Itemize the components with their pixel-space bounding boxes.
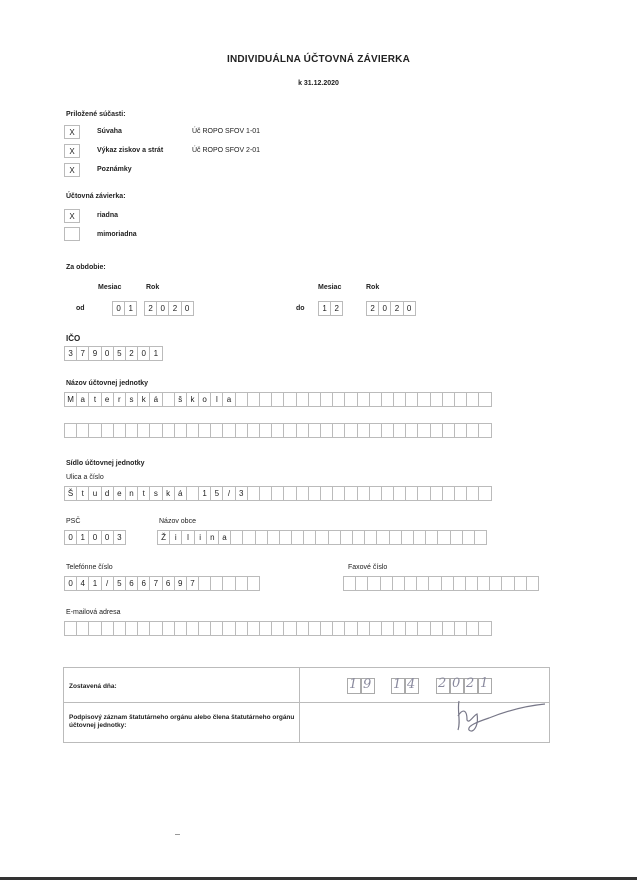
code-suvaha: Úč ROPO SFOV 1-01 bbox=[192, 128, 261, 135]
char-cell: t bbox=[76, 486, 89, 501]
fax-field[interactable] bbox=[343, 576, 539, 591]
char-cell: e bbox=[101, 392, 114, 407]
sign-label: Podpisový záznam štatutárneho orgánu alebo člena štatutárneho orgánu účtovnej jednotky: bbox=[69, 714, 295, 729]
char-cell: / bbox=[222, 486, 235, 501]
char-cell: 2 bbox=[366, 301, 379, 316]
city-label: Názov obce bbox=[159, 518, 196, 525]
compiled-day-1: 1 bbox=[349, 677, 358, 692]
char-cell: r bbox=[113, 392, 126, 407]
char-cell bbox=[478, 423, 491, 438]
entity-name-label: Názov účtovnej jednotky bbox=[66, 380, 149, 387]
char-cell bbox=[478, 486, 491, 501]
char-cell: 6 bbox=[137, 576, 150, 591]
entity-name-row-1[interactable] bbox=[64, 392, 492, 407]
char-cell: 7 bbox=[76, 346, 89, 361]
char-cell: 2 bbox=[330, 301, 343, 316]
char-cell bbox=[526, 576, 539, 591]
from-month-label: Mesiac bbox=[98, 284, 122, 291]
psc-field[interactable] bbox=[64, 530, 126, 545]
char-cell: 0 bbox=[378, 301, 391, 316]
char-cell: 5 bbox=[113, 576, 126, 591]
code-vykaz: Úč ROPO SFOV 2-01 bbox=[192, 147, 261, 154]
char-cell: 0 bbox=[156, 301, 169, 316]
street-label: Ulica a číslo bbox=[66, 474, 104, 481]
signature-table bbox=[63, 667, 550, 743]
char-cell: o bbox=[198, 392, 211, 407]
char-cell: l bbox=[210, 392, 223, 407]
compiled-month-2: 4 bbox=[407, 677, 416, 692]
char-cell: Ž bbox=[157, 530, 170, 545]
char-cell: 0 bbox=[101, 346, 114, 361]
char-cell: M bbox=[64, 392, 77, 407]
char-cell: 7 bbox=[186, 576, 199, 591]
to-year-label: Rok bbox=[366, 284, 380, 291]
checkbox-riadna[interactable]: X bbox=[64, 209, 80, 223]
checkbox-mimoriadna[interactable] bbox=[64, 227, 80, 241]
char-cell: a bbox=[218, 530, 231, 545]
psc-label: PSČ bbox=[66, 518, 81, 525]
label-vykaz: Výkaz ziskov a strát bbox=[97, 147, 164, 154]
seat-heading: Sídlo účtovnej jednotky bbox=[66, 460, 145, 467]
char-cell: 0 bbox=[64, 530, 77, 545]
to-year-field[interactable] bbox=[366, 301, 416, 316]
char-cell bbox=[478, 621, 491, 636]
handwritten-signature bbox=[449, 686, 549, 736]
char-cell: á bbox=[174, 486, 187, 501]
char-cell: 2 bbox=[168, 301, 181, 316]
char-cell: Š bbox=[64, 486, 77, 501]
phone-field[interactable] bbox=[64, 576, 260, 591]
char-cell bbox=[478, 392, 491, 407]
char-cell: d bbox=[101, 486, 114, 501]
char-cell: 0 bbox=[64, 576, 77, 591]
to-month-field[interactable] bbox=[318, 301, 343, 316]
char-cell: 0 bbox=[403, 301, 416, 316]
compiled-year-1: 2 bbox=[438, 676, 447, 691]
compiled-label: Zostavená dňa: bbox=[69, 683, 117, 690]
to-month-label: Mesiac bbox=[318, 284, 342, 291]
char-cell: 1 bbox=[88, 576, 101, 591]
char-cell: 5 bbox=[113, 346, 126, 361]
char-cell: n bbox=[206, 530, 219, 545]
document-date: k 31.12.2020 bbox=[298, 80, 339, 87]
char-cell: i bbox=[169, 530, 182, 545]
phone-label: Telefónne číslo bbox=[66, 564, 113, 571]
char-cell: n bbox=[125, 486, 138, 501]
char-cell: t bbox=[88, 392, 101, 407]
char-cell: 1 bbox=[124, 301, 137, 316]
char-cell: 0 bbox=[88, 530, 101, 545]
char-cell: 0 bbox=[101, 530, 114, 545]
char-cell: l bbox=[181, 530, 194, 545]
char-cell: 2 bbox=[390, 301, 403, 316]
label-riadna: riadna bbox=[97, 212, 119, 219]
char-cell: 6 bbox=[125, 576, 138, 591]
char-cell: 1 bbox=[318, 301, 331, 316]
to-label: do bbox=[296, 305, 305, 312]
ico-label: IČO bbox=[66, 334, 81, 343]
char-cell: 0 bbox=[181, 301, 194, 316]
document-title: INDIVIDUÁLNA ÚČTOVNÁ ZÁVIERKA bbox=[226, 54, 411, 65]
char-cell: 9 bbox=[88, 346, 101, 361]
label-suvaha: Súvaha bbox=[97, 128, 122, 135]
char-cell: á bbox=[149, 392, 162, 407]
compiled-year-2: 0 bbox=[452, 676, 461, 691]
char-cell: / bbox=[101, 576, 114, 591]
char-cell: 4 bbox=[76, 576, 89, 591]
city-field[interactable] bbox=[157, 530, 487, 545]
street-field[interactable] bbox=[64, 486, 492, 501]
from-month-field[interactable] bbox=[112, 301, 137, 316]
char-cell bbox=[247, 576, 260, 591]
char-cell: t bbox=[137, 486, 150, 501]
char-cell: 1 bbox=[76, 530, 89, 545]
char-cell: 5 bbox=[210, 486, 223, 501]
compiled-year-3: 2 bbox=[466, 676, 475, 691]
fax-label: Faxové číslo bbox=[348, 564, 388, 571]
label-poznamky: Poznámky bbox=[97, 166, 132, 173]
char-cell: a bbox=[76, 392, 89, 407]
char-cell: k bbox=[162, 486, 175, 501]
from-label: od bbox=[76, 305, 85, 312]
char-cell: k bbox=[186, 392, 199, 407]
period-heading: Za obdobie: bbox=[66, 264, 106, 271]
closing-type-heading: Účtovná závierka: bbox=[66, 193, 126, 200]
char-cell: 1 bbox=[198, 486, 211, 501]
char-cell: 3 bbox=[64, 346, 77, 361]
char-cell: i bbox=[194, 530, 207, 545]
from-year-field[interactable] bbox=[144, 301, 194, 316]
char-cell: 0 bbox=[137, 346, 150, 361]
char-cell: 7 bbox=[149, 576, 162, 591]
char-cell bbox=[474, 530, 487, 545]
char-cell: 6 bbox=[162, 576, 175, 591]
char-cell: 1 bbox=[149, 346, 162, 361]
char-cell: š bbox=[174, 392, 187, 407]
char-cell: 2 bbox=[125, 346, 138, 361]
char-cell: s bbox=[125, 392, 138, 407]
char-cell: 9 bbox=[174, 576, 187, 591]
char-cell: 2 bbox=[144, 301, 157, 316]
stray-mark bbox=[175, 834, 180, 835]
attachments-heading: Priložené súčasti: bbox=[66, 111, 126, 118]
checkbox-poznamky[interactable]: X bbox=[64, 163, 80, 177]
char-cell: e bbox=[113, 486, 126, 501]
char-cell: 3 bbox=[235, 486, 248, 501]
from-year-label: Rok bbox=[146, 284, 160, 291]
checkbox-suvaha[interactable]: X bbox=[64, 125, 80, 139]
char-cell: a bbox=[222, 392, 235, 407]
checkbox-vykaz[interactable]: X bbox=[64, 144, 80, 158]
compiled-day-2: 9 bbox=[363, 677, 372, 692]
entity-name-row-2[interactable] bbox=[64, 423, 492, 438]
ico-field[interactable] bbox=[64, 346, 163, 361]
compiled-year-4: 1 bbox=[480, 676, 489, 691]
compiled-month-1: 1 bbox=[393, 677, 402, 692]
char-cell: s bbox=[149, 486, 162, 501]
char-cell: k bbox=[137, 392, 150, 407]
email-field[interactable] bbox=[64, 621, 492, 636]
char-cell: 3 bbox=[113, 530, 126, 545]
label-mimoriadna: mimoriadna bbox=[97, 231, 137, 238]
char-cell: 0 bbox=[112, 301, 125, 316]
char-cell: u bbox=[88, 486, 101, 501]
email-label: E-mailová adresa bbox=[66, 609, 121, 616]
